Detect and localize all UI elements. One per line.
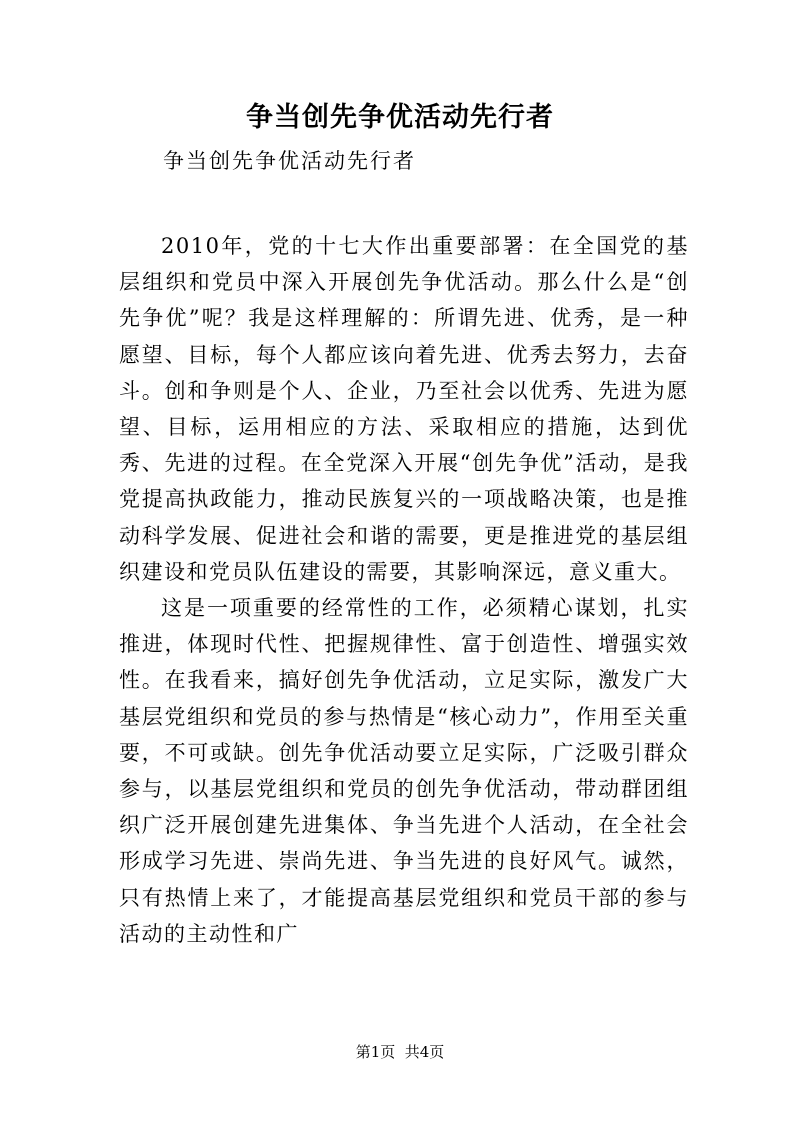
page-footer <box>0 1042 800 1062</box>
document-body <box>119 228 689 952</box>
page-number: 第1页 共4页 <box>355 1043 445 1061</box>
body-paragraph: 2010年，党的十七大作出重要部署：在全国党的基层组织和党员中深入开展创先争优活动。那么什么是“创先争优”呢？我是这样理解的：所谓先进、优秀，是一种愿望、目标，每个人都应该向着先进、优秀去努力，去奋斗。创和争则是个人、企业，乃至社会以优秀、先进为愿望、目标，运用相应的方法、采取相应的措施，达到优秀、先进的过程。在全党深入开展“创先争优”活动，是我党提高执政能力，推动民族复兴的一项战略决策，也是推动科学发展、促进社会和谐的需要，更是推进党的基层组织建设和党员队伍建设的需要，其影响深远，意义重大。 <box>119 234 689 584</box>
document-subtitle: 争当创先争优活动先行者 <box>163 149 416 173</box>
body-paragraph: 这是一项重要的经常性的工作，必须精心谋划，扎实推进，体现时代性、把握规律性、富于创造性、增强实效性。在我看来，搞好创先争优活动，立足实际，激发广大基层党组织和党员的参与热情是“核心动力”，作用至关重要，不可或缺。创先争优活动要立足实际，广泛吸引群众参与，以基层党组织和党员的创先争优活动，带动群团组织广泛开展创建先进集体、争当先进个人活动，在全社会形成学习先进、崇尚先进、争当先进的良好风气。诚然，只有热情上来了，才能提高基层党组织和党员干部的参与活动的主动性和广 <box>119 596 689 946</box>
document-title: 争当创先争优活动先行者 <box>246 102 554 133</box>
